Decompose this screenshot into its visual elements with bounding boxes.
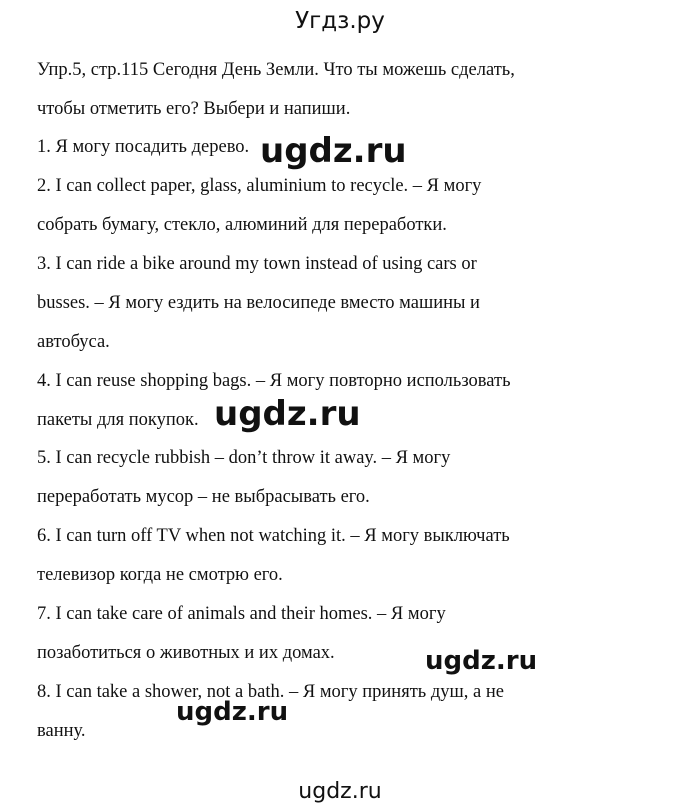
answer-3-line-3: автобуса. [37, 332, 110, 352]
watermark-2: ugdz.ru [214, 394, 361, 434]
answer-3-line-1: 3. I can ride a bike around my town instead of using cars or [37, 254, 477, 274]
answer-6-line-1: 6. I can turn off TV when not watching it. – Я могу выключать [37, 526, 510, 546]
exercise-heading-line-1: Упр.5, стр.115 Сегодня День Земли. Что ты можешь сделать, [37, 60, 515, 80]
site-title: Угдз.ру [295, 8, 385, 34]
answer-8-line-2: ванну. [37, 721, 86, 741]
watermark-3: ugdz.ru [425, 646, 538, 676]
watermark-1: ugdz.ru [260, 131, 407, 171]
answer-4-line-1: 4. I can reuse shopping bags. – Я могу повторно использовать [37, 371, 511, 391]
exercise-heading-line-2: чтобы отметить его? Выбери и напиши. [37, 99, 351, 119]
answer-2-line-1: 2. I can collect paper, glass, aluminium to recycle. – Я могу [37, 176, 482, 196]
answer-8-line-1: 8. I can take a shower, not a bath. – Я могу принять душ, а не [37, 682, 504, 702]
watermark-4: ugdz.ru [176, 697, 289, 727]
answer-4-line-2: пакеты для покупок. [37, 410, 199, 430]
answer-2-line-2: собрать бумагу, стекло, алюминий для переработки. [37, 215, 447, 235]
answer-5-line-1: 5. I can recycle rubbish – don’t throw it away. – Я могу [37, 448, 451, 468]
answer-5-line-2: переработать мусор – не выбрасывать его. [37, 487, 370, 507]
answer-3-line-2: busses. – Я могу ездить на велосипеде вместо машины и [37, 293, 480, 313]
answer-7-line-1: 7. I can take care of animals and their homes. – Я могу [37, 604, 446, 624]
answer-1-line-1: 1. Я могу посадить дерево. [37, 137, 250, 157]
answer-7-line-2: позаботиться о животных и их домах. [37, 643, 335, 663]
footer-watermark: ugdz.ru [298, 779, 382, 804]
answer-6-line-2: телевизор когда не смотрю его. [37, 565, 283, 585]
